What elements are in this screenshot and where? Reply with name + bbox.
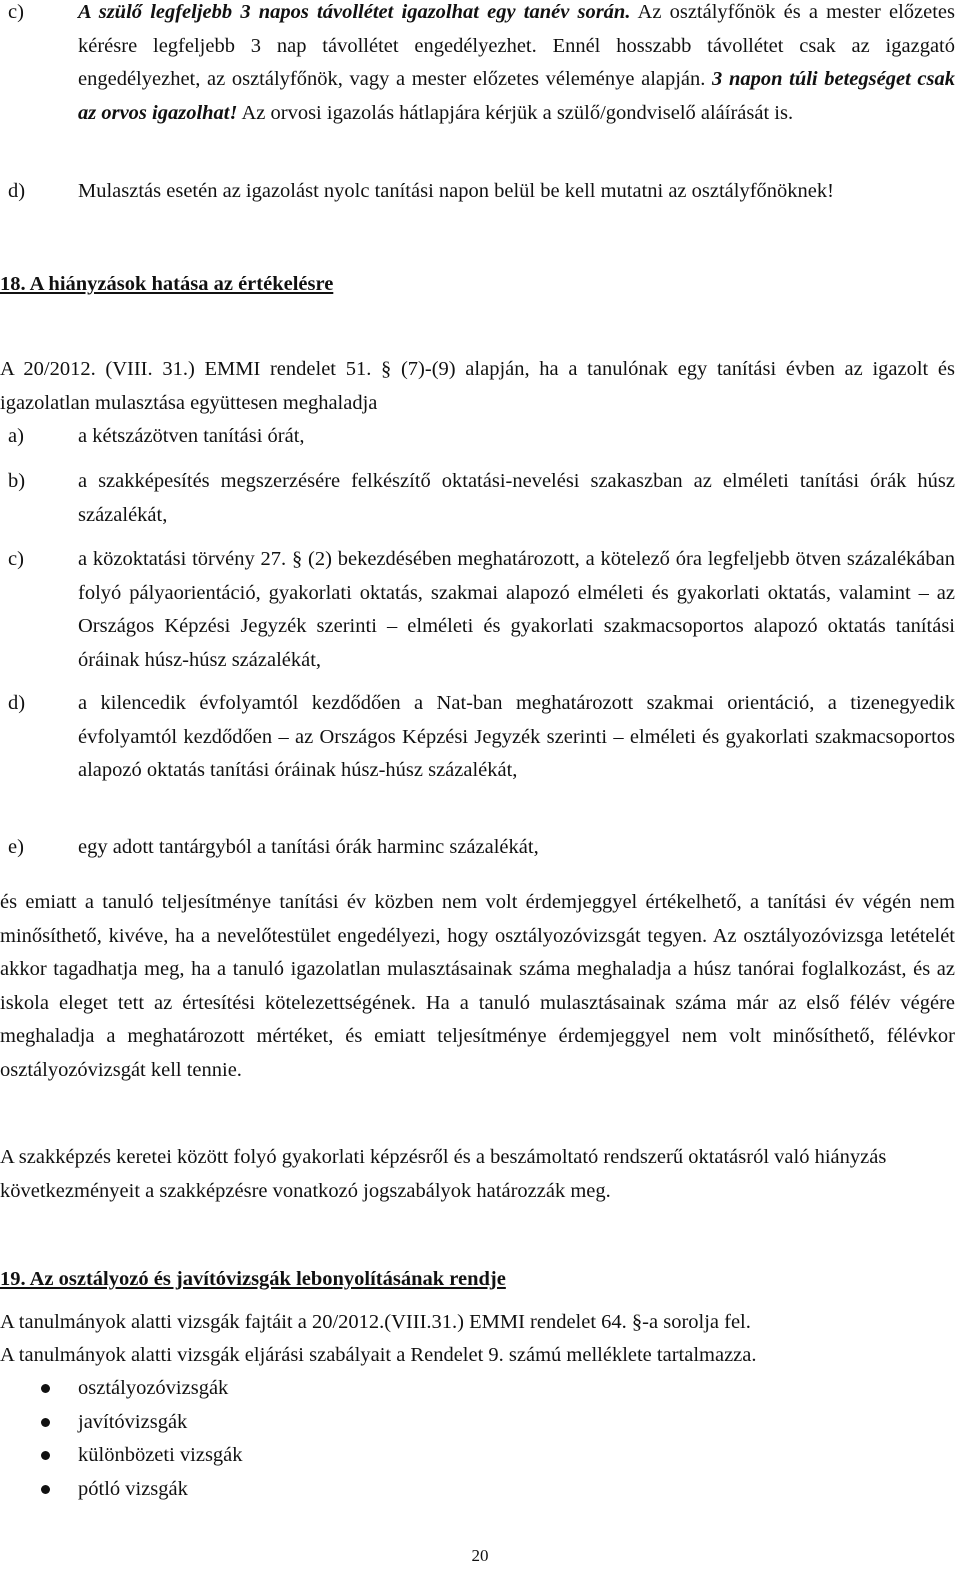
item-text: a kilencedik évfolyamtól kezdődően a Nat-ban meghatározott szakmai orientáció, a tizenegyedik évfolyamtól kezdődően – az Országos Képzési Jegyzék szerinti – elméleti és gyakorlati szakmacsoportos alapozó oktatás tanítási óráinak húsz-húsz százalékát, [78, 692, 955, 781]
item-text [78, 0, 955, 130]
bullet-icon [41, 1418, 50, 1427]
item-text: a közoktatási törvény 27. § (2) bekezdésében meghatározott, a kötelező óra legfeljebb ötven százalékában folyó pályaorientáció, gyakorlati oktatás, szakmai alapozó elméleti és gyakorlati oktatás, valamint – az Országos Képzési Jegyzék szerinti – elméleti és gyakorlati szakmacsoportos alapozó oktatás tanítási óráinak húsz-húsz százalékát, [78, 548, 955, 671]
section-18-paragraph-1: és emiatt a tanuló teljesítménye tanítási év közben nem volt érdemjeggyel értékelhető, a tanítási év végén nem minősíthető, kivéve, ha a nevelőtestület engedélyezi, hogy osztályozóvizsgát tegyen. Az osztályozóvizsga letételét akkor tagadhatja meg, ha a tanuló igazolatlan mulasztásainak száma meghaladja a húsz tanórai foglalkozást, és az iskola eleget tett az értesítési kötelezettségének. Ha a tanuló mulasztásainak száma már az első félév végére meghaladja a meghatározott mértéket, és emiatt teljesítménye érdemjeggyel nem volt minősíthető, félévkor osztályozóvizsgát kell tennie. [0, 891, 955, 1081]
page-number: 20 [471, 1546, 489, 1565]
list-item-e [0, 831, 955, 865]
list-item-a [0, 420, 955, 454]
bullet-icon [41, 1451, 50, 1460]
item-label: d) [8, 692, 26, 714]
list-item [0, 1406, 700, 1440]
list-item-text: pótló vizsgák [78, 1477, 188, 1500]
item-text: a szakképesítés megszerzésére felkészítő oktatási-nevelési szakaszban az elméleti tanítási órák húsz százalékát, [78, 470, 955, 526]
item-text: egy adott tantárgyból a tanítási órák harminc százalékát, [78, 836, 539, 858]
list-item-text: javítóvizsgák [78, 1410, 188, 1433]
body-text: Az orvosi igazolás hátlapjára kérjük a szülő/gondviselő aláírását is. [237, 101, 794, 124]
item-text: Mulasztás esetén az igazolást nyolc tanítási napon belül be kell mutatni az osztályfőnöknek! [78, 180, 834, 202]
list-item-d-top [0, 175, 955, 209]
list-item [0, 1372, 700, 1406]
section-19-paragraph-1: A tanulmányok alatti vizsgák fajtáit a 20/2012.(VIII.31.) EMMI rendelet 64. §-a sorolja fel. [0, 1311, 751, 1333]
item-label: c) [8, 548, 24, 570]
item-label: e) [8, 836, 24, 858]
section-heading-19: 19. Az osztályozó és javítóvizsgák lebonyolításának rendje [0, 1268, 506, 1290]
list-item-c-top [0, 0, 955, 130]
list-item-b [0, 465, 955, 532]
section-heading-18: 18. A hiányzások hatása az értékelésre [0, 273, 334, 295]
list-item [0, 1439, 700, 1473]
emphasis-text: A szülő legfeljebb 3 napos távollétet igazolhat egy tanév során. [78, 1, 631, 23]
item-label: c) [8, 1, 24, 23]
bullet-icon [41, 1384, 50, 1393]
item-label: d) [8, 180, 26, 202]
section-19-paragraph-2: A tanulmányok alatti vizsgák eljárási szabályait a Rendelet 9. számú melléklete tartalmazza. [0, 1344, 757, 1366]
body-text: Az osztályfőnök és a mester előzetes kérésre legfeljebb 3 nap távollétet engedélyezhet. Ennél hosszabb távollétet csak az igazgató engedélyezhet, az osztályfőnök, vagy a mester előzetes véleménye alapján. [78, 1, 956, 90]
list-item-text: különbözeti vizsgák [78, 1444, 243, 1466]
bullet-icon [41, 1485, 50, 1494]
item-label: a) [8, 425, 24, 447]
item-label: b) [8, 470, 26, 492]
exam-types-list [0, 1372, 700, 1506]
list-item-text: osztályozóvizsgák [78, 1377, 229, 1399]
emphasis-text: 3 napon túli betegséget csak az orvos igazolhat! [78, 68, 955, 124]
list-item-d [0, 687, 955, 788]
section-18-paragraph-2: A szakképzés keretei között folyó gyakorlati képzésről és a beszámoltató rendszerű oktatásról való hiányzás következményeit a szakképzésre vonatkozó jogszabályok határozzák meg. [0, 1146, 887, 1202]
item-text: a kétszázötven tanítási órát, [78, 425, 305, 447]
section-18-intro: A 20/2012. (VIII. 31.) EMMI rendelet 51. § (7)-(9) alapján, ha a tanulónak egy tanítási évben az igazolt és igazolatlan mulasztása együttesen meghaladja [0, 358, 955, 414]
list-item-c [0, 543, 955, 677]
list-item [0, 1473, 700, 1507]
